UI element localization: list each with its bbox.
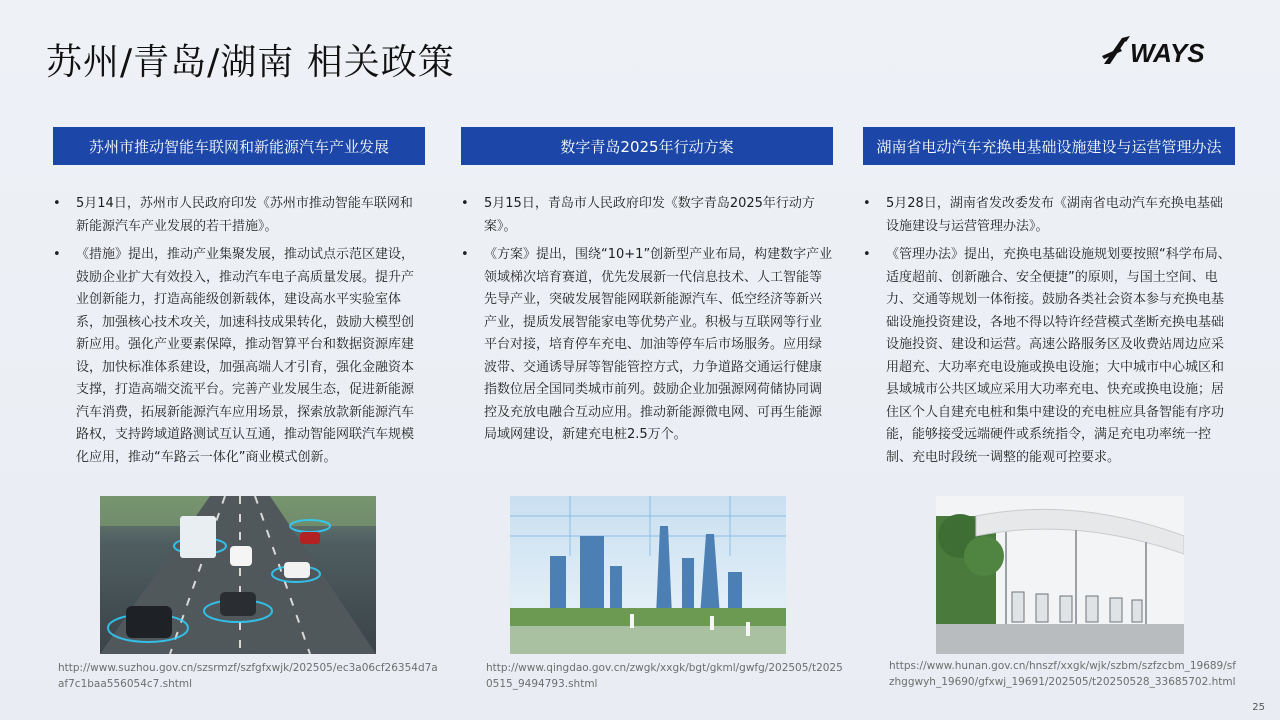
ways-logo-icon (1100, 34, 1134, 70)
bullet-item: • 《管理办法》提出，充换电基础设施规划要按照“科学布局、适度超前、创新融合、安全便捷”的原则，与国土空间、电力、交通等规划一体衔接。鼓励各类社会资本参与充换电基础设施投资建设，各地不得以特许经营模式垄断充换电基础设施投资、建设和运营。高速公路服务区及收费站周边应采用超充、大功率充电设施或换电设施；大中城市中心城区和县域城市公共区域应采用大功率充电、快充或换电设施；居住区个人自建充电桩和集中建设的充电桩应具备智能有序功能，能够接受远端硬件或系统指令，满足充电功率统一控制、充电时段统一调整的能观可控要求。 (863, 244, 1235, 469)
page-number: 25 (1252, 702, 1265, 713)
source-link-qingdao[interactable]: http://www.qingdao.gov.cn/zwgk/xxgk/bgt/gkml/gwfg/202505/t20250515_9494793.shtml (486, 662, 843, 690)
policy-column-hunan (863, 127, 1235, 475)
ways-logo (1100, 34, 1220, 70)
bullet-item: • 5月15日，青岛市人民政府印发《数字青岛2025年行动方案》。 (461, 193, 833, 238)
bullet-item: • 《方案》提出，围绕“10+1”创新型产业布局，构建数字产业领域梯次培育赛道，优先发展新一代信息技术、人工智能等先导产业，突破发展智能网联新能源汽车、低空经济等新兴产业，提质发展智能家电等优势产业。积极与互联网等行业平台对接，培育停车充电、加油等停车后市场服务。应用绿波带、交通诱导屏等智能管控方式，力争道路交通运行健康指数位居全国同类城市前列。鼓励企业加强源网荷储协同调控及充放电融合互动应用。推动新能源微电网、可再生能源局域网建设，新建充电桩2.5万个。 (461, 244, 833, 447)
page-title: 苏州/青岛/湖南 相关政策 (46, 42, 455, 83)
policy-column-qingdao (461, 127, 833, 453)
smart-traffic-photo (100, 496, 376, 654)
policy-column-suzhou (53, 127, 425, 475)
bullet-item: • 5月28日，湖南省发改委发布《湖南省电动汽车充换电基础设施建设与运营管理办法》。 (863, 193, 1235, 238)
logo-text: WAYS (1130, 38, 1205, 68)
bullet-list (461, 193, 833, 447)
bullet-list (53, 193, 425, 469)
bullet-item: • 《措施》提出，推动产业集聚发展，推动试点示范区建设，鼓励企业扩大有效投入，推动汽车电子高质量发展。提升产业创新能力，打造高能级创新载体，建设高水平实验室体系，加强核心技术攻关，加速科技成果转化，鼓励大模型创新应用。强化产业要素保障，推动智算平台和数据资源库建设，加快标准体系建设，加强高端人才引育，强化金融资本支撑，打造高端交流平台。完善产业发展生态，促进新能源汽车消费，拓展新能源汽车应用场景，探索放款新能源汽车路权，支持跨域道路测试互认互通，推动智能网联汽车规模化应用，推动“车路云一体化”商业模式创新。 (53, 244, 425, 469)
column-header: 苏州市推动智能车联网和新能源汽车产业发展 (53, 127, 425, 165)
column-header: 湖南省电动汽车充换电基础设施建设与运营管理办法 (863, 127, 1235, 165)
source-link-hunan[interactable]: https://www.hunan.gov.cn/hnszf/xxgk/wjk/szbm/szfzcbm_19689/sfzhggwyh_19690/gfxwj_19691/202505/t20250528_33685702.html (889, 660, 1236, 688)
bullet-list (863, 193, 1235, 469)
column-header: 数字青岛2025年行动方案 (461, 127, 833, 165)
charging-station-photo (936, 496, 1184, 654)
bullet-item: • 5月14日，苏州市人民政府印发《苏州市推动智能车联网和新能源汽车产业发展的若干措施》。 (53, 193, 425, 238)
digital-city-photo (510, 496, 786, 654)
source-link-suzhou[interactable]: http://www.suzhou.gov.cn/szsrmzf/szfgfxwjk/202505/ec3a06cf26354d7aaf7c1baa556054c7.shtml (58, 662, 438, 690)
